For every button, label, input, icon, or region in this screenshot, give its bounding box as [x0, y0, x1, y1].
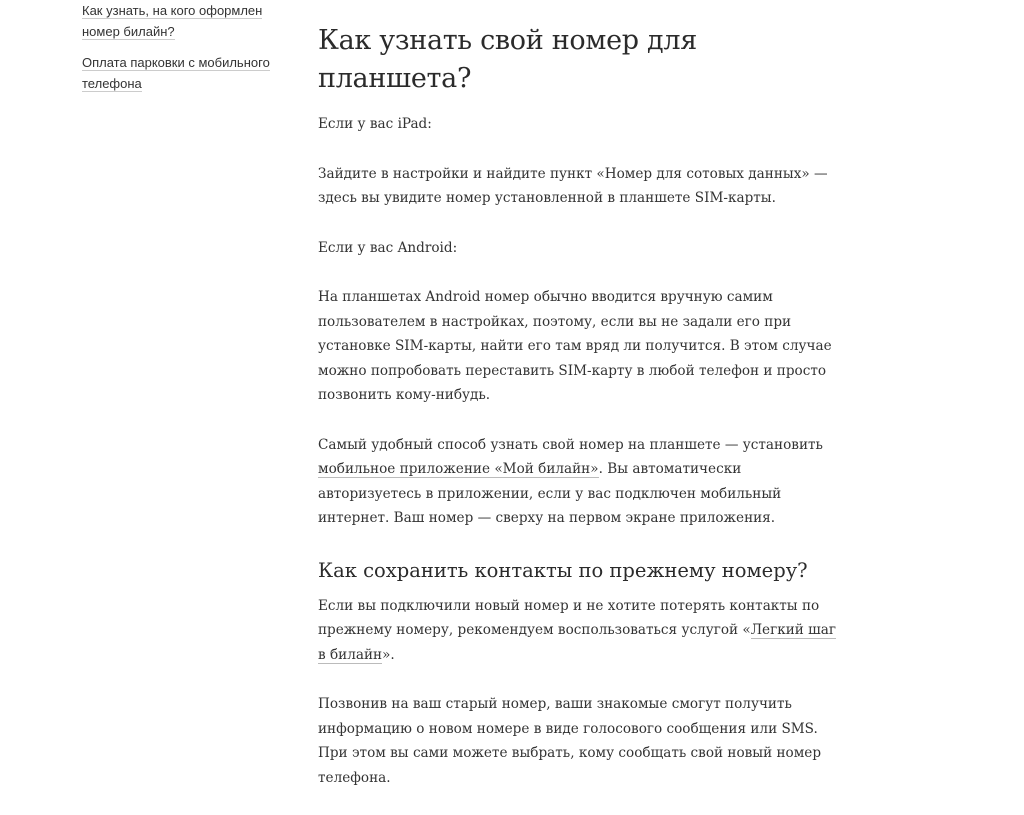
- text-line: можно попробовать переставить SIM-карту в любой телефон и просто: [318, 362, 827, 379]
- sidebar: [82, 0, 282, 104]
- text-fragment: ».: [382, 646, 395, 663]
- text-fragment: прежнему номеру, рекомендуем воспользоваться услугой «: [318, 622, 751, 638]
- paragraph-ipad: [318, 112, 858, 137]
- text-line: интернет. Ваш номер — сверху на первом экране приложения.: [318, 510, 776, 526]
- paragraph-contacts: [318, 594, 858, 668]
- section-heading: Как сохранить контакты по прежнему номеру?: [318, 558, 808, 582]
- text-line: На планшетах Android номер обычно вводится вручную самим: [318, 289, 773, 305]
- link-line: Оплата парковки с мобильного: [82, 55, 270, 70]
- sidebar-link-parking-payment[interactable]: [82, 52, 282, 94]
- easy-step-link[interactable]: Легкий шаг: [750, 622, 837, 638]
- text-line: Если у вас Android:: [318, 239, 458, 256]
- sidebar-link-whose-number[interactable]: [82, 0, 282, 42]
- paragraph-android: [318, 236, 858, 261]
- article: [318, 22, 858, 815]
- text-line: Если вы подключили новый номер и не хотите потерять контакты по: [318, 597, 820, 614]
- text-line: здесь вы увидите номер установленной в планшете SIM-карты.: [318, 190, 776, 206]
- text-line: [318, 457, 858, 482]
- text-line: пользователем в настройках, поэтому, если вы не задали его при: [318, 313, 792, 330]
- text-line: При этом вы сами можете выбрать, кому сообщать свой новый номер: [318, 745, 822, 761]
- link-line: номер билайн?: [82, 24, 175, 39]
- link-line: телефона: [82, 76, 142, 91]
- text-line: информацию о новом номере в виде голосового сообщения или SMS.: [318, 720, 818, 737]
- text-line: Зайдите в настройки и найдите пункт «Номер для сотовых данных» —: [318, 165, 828, 182]
- article-title: Как узнать свой номер для планшета?: [318, 25, 697, 94]
- text-line: [318, 643, 858, 668]
- text-line: Самый удобный способ узнать свой номер на планшете — установить: [318, 436, 823, 453]
- text-line: позвонить кому-нибудь.: [318, 387, 491, 403]
- text-line: Если у вас iPad:: [318, 116, 432, 132]
- text-line: авторизуетесь в приложении, если у вас подключен мобильный: [318, 485, 782, 502]
- text-line: [318, 618, 858, 643]
- paragraph-android-steps: [318, 285, 858, 408]
- paragraph-old-number: [318, 692, 858, 790]
- text-line: телефона.: [318, 769, 391, 786]
- text-line: Позвонив на ваш старый номер, ваши знакомые смогут получить: [318, 696, 792, 712]
- text-line: установке SIM-карты, найти его там вряд ли получится. В этом случае: [318, 338, 832, 354]
- my-beeline-app-link[interactable]: мобильное приложение «Мой билайн»: [318, 461, 599, 477]
- link-line: Как узнать, на кого оформлен: [82, 3, 263, 18]
- paragraph-app: [318, 433, 858, 531]
- paragraph-ipad-steps: [318, 162, 858, 211]
- text-fragment: . Вы автоматически: [598, 461, 742, 477]
- easy-step-link-continued[interactable]: в билайн: [318, 646, 383, 663]
